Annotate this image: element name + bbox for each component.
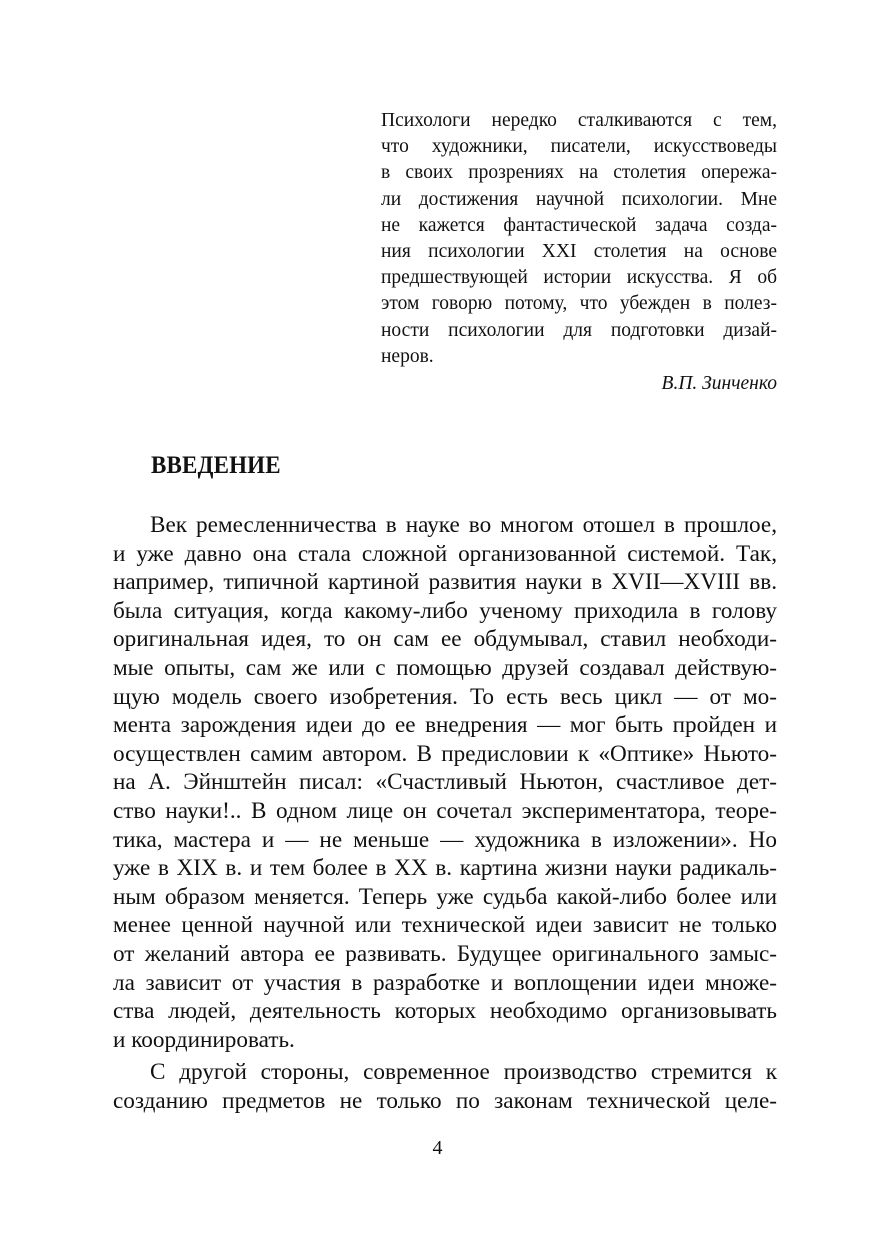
paragraph-line: Век ремесленничества в науке во многом отошел в прошлое, (150, 512, 777, 538)
epigraph-line: ния психологии XXI столетия на основе (381, 241, 777, 263)
paragraph-line: ство науки!.. В одном лице он сочетал экспериментатора, теоре- (113, 797, 777, 824)
paragraph-line: щую модель своего изобретения. То есть весь цикл — от мо- (113, 683, 777, 710)
section-heading: ВВЕДЕНИЕ (151, 452, 281, 479)
paragraph-line: ства людей, деятельность которых необходимо организовывать (113, 998, 777, 1025)
paragraph-line: была ситуация, когда какому-либо ученому приходила в голову (113, 597, 777, 624)
body-text (113, 511, 777, 1115)
paragraph-line: осуществлен самим автором. В предисловии к «Оптике» Ньюто- (113, 740, 777, 767)
paragraph-line: уже в XIX в. и тем более в XX в. картина жизни науки радикаль- (113, 855, 777, 882)
page-number: 4 (432, 1137, 443, 1159)
epigraph-line: ли достижения научной психологии. Мне (381, 188, 777, 210)
paragraph-line: С другой стороны, современное производство стремится к (150, 1059, 777, 1086)
paragraph-line: тика, мастера и — не меньше — художника в изложении». Но (113, 826, 777, 853)
paragraph-line: ным образом меняется. Теперь уже судьба какой-либо более или (113, 883, 777, 910)
paragraph-line: ла зависит от участия в разработке и воплощении идеи множе- (113, 969, 777, 996)
epigraph-line: неров. (381, 345, 434, 367)
paragraph-line: на А. Эйнштейн писал: «Счастливый Ньютон, счастливое дет- (113, 769, 777, 796)
paragraph-line: оригинальная идея, то он сам ее обдумывал, ставил необходи- (113, 626, 777, 653)
epigraph-line: этом говорю потому, что убежден в полез- (381, 293, 777, 315)
paragraph-line: и уже давно она стала сложной организованной системой. Так, (113, 540, 777, 567)
epigraph-line: что художники, писатели, искусствоведы (381, 136, 777, 158)
epigraph (381, 108, 777, 397)
paragraph-line: от желаний автора ее развивать. Будущее оригинального замыс- (113, 940, 777, 967)
paragraph-line: и координировать. (113, 1026, 295, 1053)
epigraph-line: Психологи нередко сталкиваются с тем, (381, 110, 777, 131)
paragraph-line: мента зарождения идеи до ее внедрения — мог быть пройден и (113, 712, 777, 739)
epigraph-author: В.П. Зинченко (661, 373, 777, 395)
epigraph-line: в своих прозрениях на столетия опережа- (381, 162, 777, 184)
epigraph-line: не кажется фантастической задача созда- (381, 214, 777, 236)
paragraph-line: менее ценной научной или технической идеи зависит не только (113, 912, 777, 939)
epigraph-line: ности психологии для подготовки дизай- (381, 319, 777, 341)
epigraph-line: предшествующей истории искусства. Я об (381, 267, 777, 289)
paragraph-line: например, типичной картиной развития науки в XVII—XVIII вв. (113, 569, 777, 596)
paragraph-line: мые опыты, сам же или с помощью друзей создавал действую- (113, 654, 777, 681)
paragraph-line: созданию предметов не только по законам технической целе- (113, 1087, 777, 1114)
